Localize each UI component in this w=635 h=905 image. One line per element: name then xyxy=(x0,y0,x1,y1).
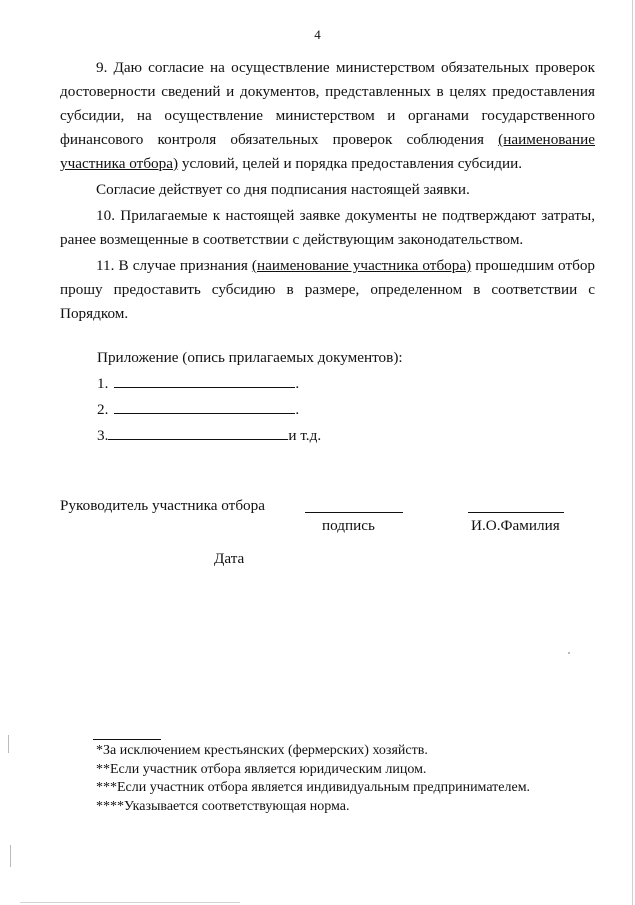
scan-artifact xyxy=(568,652,570,654)
paragraph-9 xyxy=(60,56,595,176)
paragraph-11-text-b: прошедшим отбор прошу предоставить субсидию в размере, определенном в соответствии с Порядком. xyxy=(60,257,596,322)
appendix-blank-line xyxy=(108,425,288,440)
footnote-separator xyxy=(93,739,161,740)
appendix-item-end: . xyxy=(295,375,300,392)
appendix-item-end: и т.д. xyxy=(288,427,322,444)
appendix-blank-line xyxy=(114,399,295,414)
appendix-item-end: . xyxy=(295,401,300,418)
appendix-item-1 xyxy=(97,371,403,397)
scan-edge xyxy=(632,0,633,905)
name-line xyxy=(468,512,564,513)
participant-placeholder: (наименование участника отбора) xyxy=(60,131,595,172)
paragraph-9-text-b: условий, целей и порядка предоставления субсидии. xyxy=(178,155,523,172)
appendix-item-number: 1. xyxy=(97,375,109,392)
scan-artifact xyxy=(20,902,240,903)
scan-artifact xyxy=(8,735,9,753)
footnote-4: ****Указывается соответствующая норма. xyxy=(96,798,350,814)
appendix-item-2 xyxy=(97,397,403,423)
footnote-3: ***Если участник отбора является индивидуальным предпринимателем. xyxy=(96,780,531,795)
footnotes xyxy=(96,742,530,816)
signatory-label: Руководитель участника отбора xyxy=(60,497,265,514)
paragraph-11-text-a: 11. В случае признания xyxy=(96,257,252,274)
signature-caption: подпись xyxy=(322,517,375,534)
main-text xyxy=(60,56,595,326)
participant-placeholder: (наименование участника отбора) xyxy=(251,257,472,274)
appendix-item-3 xyxy=(97,423,403,449)
consent-paragraph: Согласие действует со дня подписания настоящей заявки. xyxy=(96,181,470,198)
paragraph-11 xyxy=(60,254,595,326)
name-caption: И.О.Фамилия xyxy=(471,517,560,534)
paragraph-10: 10. Прилагаемые к настоящей заявке документы не подтверждают затраты, ранее возмещенные в соответствии с действующим законодательством. xyxy=(60,207,595,248)
appendix-title: Приложение (опись прилагаемых документов): xyxy=(97,349,403,366)
signature-line xyxy=(305,512,403,513)
paragraph-9-text-a: 9. Даю согласие на осуществление министерством обязательных проверок достоверности сведений и документов, представленных в целях предоставления субсидии, на осуществление министерством и органами государственного финансового контроля обязательных проверок соблюдения xyxy=(60,59,595,148)
footnote-2: **Если участник отбора является юридическим лицом. xyxy=(96,761,427,777)
date-label: Дата xyxy=(214,550,245,567)
page-number: 4 xyxy=(314,27,321,42)
appendix-item-number: 3. xyxy=(97,427,109,444)
appendix-blank-line xyxy=(114,373,295,388)
scan-artifact xyxy=(10,845,11,867)
appendix-list xyxy=(97,345,403,449)
footnote-1: *За исключением крестьянских (фермерских) хозяйств. xyxy=(96,743,428,758)
appendix-item-number: 2. xyxy=(97,401,109,418)
